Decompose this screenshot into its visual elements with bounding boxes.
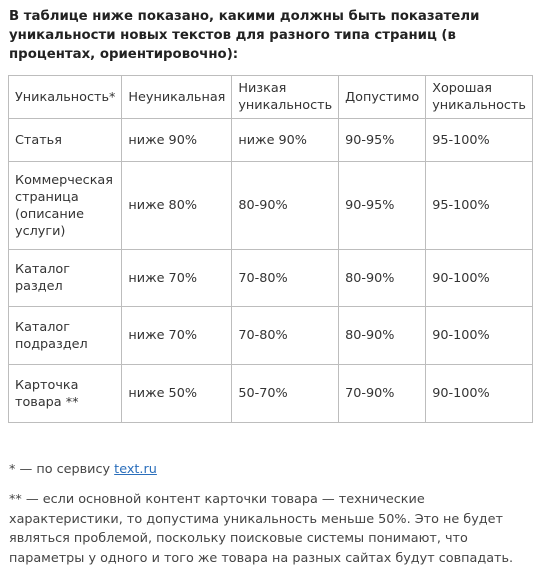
table-cell: Коммерческая страница (описание услуги) — [9, 162, 122, 250]
footnote-service — [9, 460, 534, 480]
table-cell: 80-90% — [339, 250, 426, 307]
table-cell: ниже 70% — [122, 250, 232, 307]
table-cell: ниже 50% — [122, 365, 232, 423]
table-cell: 90-100% — [426, 365, 533, 423]
footnote-service-text: * — по сервису — [9, 462, 115, 477]
header-cell: Уникальность* — [9, 76, 122, 119]
intro-paragraph: В таблице ниже показано, какими должны быть показатели уникальности новых текстов для разного типа страниц (в процентах, ориентировочно): — [9, 9, 480, 62]
table-cell: 70-90% — [339, 365, 426, 423]
table-cell: ниже 90% — [232, 119, 339, 162]
table-cell: ниже 90% — [122, 119, 232, 162]
header-cell: Допустимо — [339, 76, 426, 119]
table-row — [9, 119, 533, 162]
table-cell: 70-80% — [232, 307, 339, 365]
table-header-row — [9, 76, 533, 119]
table-cell: Карточка товара ** — [9, 365, 122, 423]
header-cell: Низкая уникальность — [232, 76, 339, 119]
table-cell: 90-95% — [339, 162, 426, 250]
table-row — [9, 250, 533, 307]
footnote-product-card: ** — если основной контент карточки товара — технические характеристики, то допустима уникальность меньше 50%. Это не будет являться проблемой, поскольку поисковые системы понимают, что параметры у одного и того же товара на разных сайтах будут совпадать. — [9, 492, 514, 566]
table-cell: ниже 80% — [122, 162, 232, 250]
table-cell: Каталог подраздел — [9, 307, 122, 365]
uniqueness-table — [8, 75, 533, 423]
table-cell: 95-100% — [426, 119, 533, 162]
table-cell: 80-90% — [339, 307, 426, 365]
table-cell: Статья — [9, 119, 122, 162]
table-cell: Каталог раздел — [9, 250, 122, 307]
table-row — [9, 307, 533, 365]
table-cell: 90-100% — [426, 307, 533, 365]
text-ru-link[interactable]: text.ru — [114, 462, 157, 477]
table-row — [9, 162, 533, 250]
table-cell: 90-95% — [339, 119, 426, 162]
table-cell: 95-100% — [426, 162, 533, 250]
table-cell: ниже 70% — [122, 307, 232, 365]
table-cell: 70-80% — [232, 250, 339, 307]
table-cell: 50-70% — [232, 365, 339, 423]
table-row — [9, 365, 533, 423]
table-cell: 80-90% — [232, 162, 339, 250]
header-cell: Хорошая уникальность — [426, 76, 533, 119]
table-cell: 90-100% — [426, 250, 533, 307]
header-cell: Неуникальная — [122, 76, 232, 119]
